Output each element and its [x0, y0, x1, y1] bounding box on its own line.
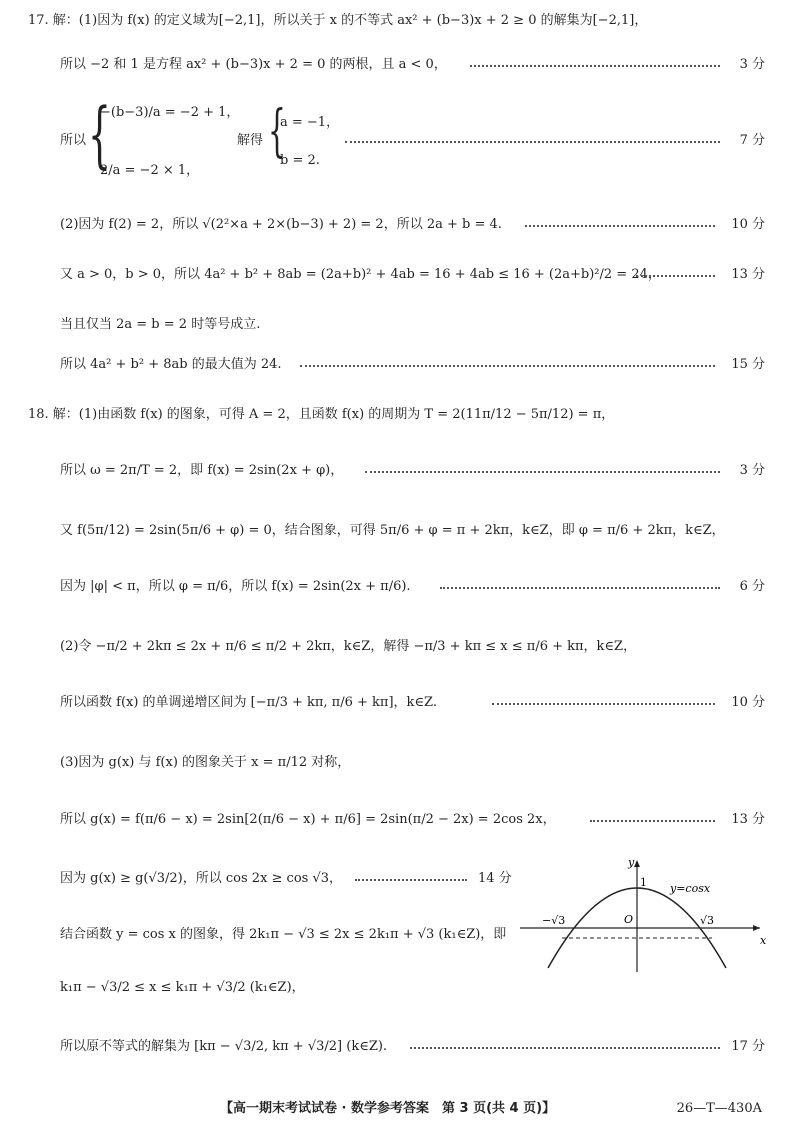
- neg-root-label: −√3: [542, 914, 566, 927]
- line-text: 所以原不等式的解集为 [kπ − √3/2, kπ + √3/2] (k∈Z).: [60, 1039, 388, 1054]
- line-text: 所以 4a² + b² + 8ab 的最大值为 24.: [60, 357, 282, 372]
- leader-dots: [590, 820, 715, 822]
- line-text: 因为 g(x) ≥ g(√3/2)，所以 cos 2x ≥ cos √3，: [60, 871, 343, 886]
- line-text: (3)因为 g(x) 与 f(x) 的图象关于 x = π/12 对称，: [60, 755, 351, 770]
- line-text: 所以: [60, 133, 87, 148]
- line-text: 所以函数 f(x) 的单调递增区间为 [−π/3 + kπ, π/6 + kπ]，k∈Z.: [60, 695, 437, 710]
- answer-line: [0, 634, 800, 660]
- answer-line: [0, 807, 800, 833]
- score-label: 17 分: [731, 1039, 765, 1054]
- answer-line: [0, 975, 800, 1001]
- score-label: 13 分: [731, 267, 765, 282]
- line-text: 所以 g(x) = f(π/6 − x) = 2sin[2(π/6 − x) + π/6] = 2sin(π/2 − 2x) = 2cos 2x，: [60, 812, 556, 827]
- left-brace: {: [268, 99, 286, 164]
- score-label: 3 分: [739, 463, 765, 478]
- leader-dots: [300, 365, 715, 367]
- answer-line: [0, 128, 800, 154]
- answer-line: [0, 352, 800, 378]
- curve-label: y=cosx: [670, 882, 711, 895]
- answer-line: [0, 8, 800, 34]
- leader-dots: [636, 275, 715, 277]
- line-text: 结合函数 y = cos x 的图象，得 2k₁π − √3 ≤ 2x ≤ 2k₁π + √3 (k₁∈Z)，即: [60, 927, 507, 942]
- system-equation-1: −(b−3)/a = −2 + 1，: [100, 105, 240, 120]
- answer-line: [0, 262, 800, 288]
- x-axis-arrow: [753, 925, 760, 931]
- y-one-label: 1: [640, 876, 647, 889]
- cosine-graph: [520, 850, 775, 975]
- page-footer: [0, 1098, 800, 1120]
- answer-line: [0, 690, 800, 716]
- line-text: k₁π − √3/2 ≤ x ≤ k₁π + √3/2 (k₁∈Z)，: [60, 980, 305, 995]
- answer-line: [0, 750, 800, 776]
- answer-line: [0, 574, 800, 600]
- system-result-2: b = 2.: [280, 153, 320, 168]
- answer-line: [0, 458, 800, 484]
- footer-title: 【高一期末考试试卷 · 数学参考答案 第 3 页(共 4 页)】: [220, 1101, 556, 1116]
- answer-line: [0, 402, 800, 428]
- leader-dots: [345, 141, 720, 143]
- line-text: (2)令 −π/2 + 2kπ ≤ 2x + π/6 ≤ π/2 + 2kπ，k∈Z，解得 −π/3 + kπ ≤ x ≤ π/6 + kπ，k∈Z，: [60, 639, 637, 654]
- line-text: 18. 解：(1)由函数 f(x) 的图象，可得 A = 2，且函数 f(x) 的周期为 T = 2(11π/12 − 5π/12) = π，: [28, 407, 615, 422]
- origin-label: O: [624, 913, 634, 926]
- line-text: (2)因为 f(2) = 2，所以 √(2²×a + 2×(b−3) + 2) = 2，所以 2a + b = 4.: [60, 217, 502, 232]
- line-text: 当且仅当 2a = b = 2 时等号成立.: [60, 317, 261, 332]
- score-label: 13 分: [731, 812, 765, 827]
- leader-dots: [492, 703, 715, 705]
- score-label: 10 分: [731, 695, 765, 710]
- system-result-1: a = −1，: [280, 115, 340, 130]
- line-text: 所以 −2 和 1 是方程 ax² + (b−3)x + 2 = 0 的两根，且 a < 0，: [60, 57, 447, 72]
- score-label: 7 分: [739, 133, 765, 148]
- system-equation-2: 2/a = −2 × 1，: [100, 163, 200, 178]
- pos-root-label: √3: [700, 914, 715, 927]
- line-text: 所以 ω = 2π/T = 2，即 f(x) = 2sin(2x + φ)，: [60, 463, 344, 478]
- score-label: 14 分: [478, 871, 512, 886]
- answer-line: [0, 212, 800, 238]
- leader-dots: [525, 225, 715, 227]
- answer-line: [0, 52, 800, 78]
- x-axis-label: x: [760, 934, 767, 947]
- line-text: 又 a > 0，b > 0，所以 4a² + b² + 8ab = (2a+b)² + 4ab = 16 + 4ab ≤ 16 + (2a+b)²/2 = 24，: [60, 267, 661, 282]
- leader-dots: [440, 587, 720, 589]
- score-label: 15 分: [731, 357, 765, 372]
- answer-line: [0, 518, 800, 544]
- score-label: 6 分: [739, 579, 765, 594]
- leader-dots: [355, 879, 467, 881]
- leader-dots: [470, 65, 720, 67]
- solve-label: 解得: [237, 133, 264, 148]
- answer-line: [0, 312, 800, 338]
- line-text: 又 f(5π/12) = 2sin(5π/6 + φ) = 0，结合图象，可得 5π/6 + φ = π + 2kπ，k∈Z，即 φ = π/6 + 2kπ，k∈Z，: [60, 523, 725, 538]
- line-text: 17. 解：(1)因为 f(x) 的定义域为[−2,1]，所以关于 x 的不等式 ax² + (b−3)x + 2 ≥ 0 的解集为[−2,1]，: [28, 13, 648, 28]
- leader-dots: [365, 471, 720, 473]
- score-label: 3 分: [739, 57, 765, 72]
- line-text: 因为 |φ| < π，所以 φ = π/6，所以 f(x) = 2sin(2x + π/6).: [60, 579, 411, 594]
- y-axis-label: y: [628, 856, 635, 869]
- leader-dots: [410, 1047, 720, 1049]
- left-brace: {: [88, 92, 111, 176]
- answer-line: [0, 1034, 800, 1060]
- score-label: 10 分: [731, 217, 765, 232]
- footer-code: 26—T—430A: [676, 1101, 762, 1116]
- y-axis-arrow: [634, 860, 640, 867]
